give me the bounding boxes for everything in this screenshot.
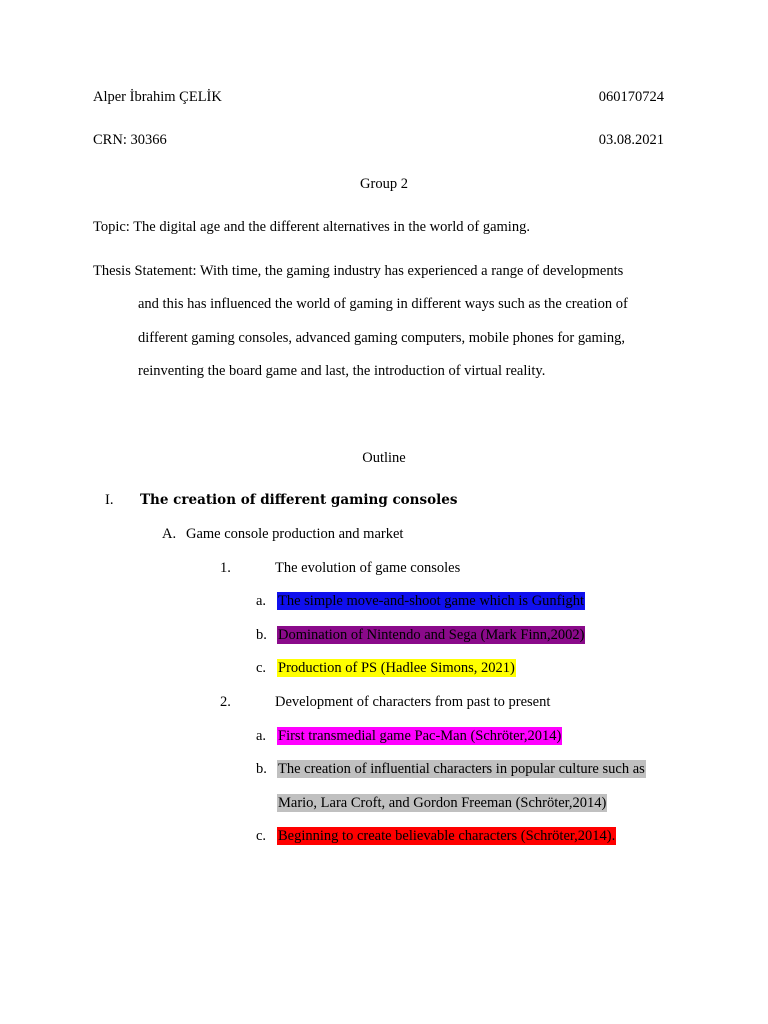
item-1b-marker: b. — [256, 627, 267, 643]
thesis-line-2: and this has influenced the world of gaming in different ways such as the creation of — [138, 296, 628, 312]
date: 03.08.2021 — [598, 132, 664, 148]
item-1-marker: 1. — [220, 560, 231, 576]
thesis-line-1: Thesis Statement: With time, the gaming industry has experienced a range of developments — [93, 263, 624, 279]
item-2b-text-line-2: Mario, Lara Croft, and Gordon Freeman (Schröter,2014) — [278, 795, 607, 811]
topic: Topic: The digital age and the different alternatives in the world of gaming. — [93, 219, 530, 235]
author-name: Alper İbrahim ÇELİK — [93, 89, 222, 105]
item-2b-marker: b. — [256, 761, 267, 777]
section-I-marker: I. — [105, 492, 114, 508]
item-2b-text-line-1: The creation of influential characters in popular culture such as — [278, 761, 645, 777]
sub-A-text: Game console production and market — [186, 526, 404, 542]
item-2a-text: First transmedial game Pac-Man (Schröter,2014) — [278, 728, 562, 744]
item-1-text: The evolution of game consoles — [275, 560, 461, 576]
item-1a-marker: a. — [256, 593, 267, 609]
sub-A-marker: A. — [162, 526, 177, 542]
item-2c-marker: c. — [256, 828, 267, 844]
item-2a-marker: a. — [256, 728, 267, 744]
item-2-text: Development of characters from past to present — [275, 694, 551, 710]
item-1a-text: The simple move-and-shoot game which is Gunfight — [278, 593, 585, 609]
item-1c-marker: c. — [256, 660, 267, 676]
thesis-line-4: reinventing the board game and last, the introduction of virtual reality. — [138, 363, 546, 379]
student-id: 060170724 — [598, 89, 664, 105]
section-I-heading: The creation of different gaming consoles — [140, 492, 458, 508]
item-2c-text: Beginning to create believable characters (Schröter,2014). — [278, 828, 616, 844]
item-2-marker: 2. — [220, 694, 231, 710]
crn: CRN: 30366 — [93, 132, 167, 148]
item-1c-text: Production of PS (Hadlee Simons, 2021) — [278, 660, 515, 676]
group-label: Group 2 — [360, 176, 408, 192]
thesis-line-3: different gaming consoles, advanced gaming computers, mobile phones for gaming, — [138, 330, 625, 346]
item-1b-text: Domination of Nintendo and Sega (Mark Finn,2002) — [278, 627, 585, 643]
outline-title: Outline — [362, 450, 406, 466]
